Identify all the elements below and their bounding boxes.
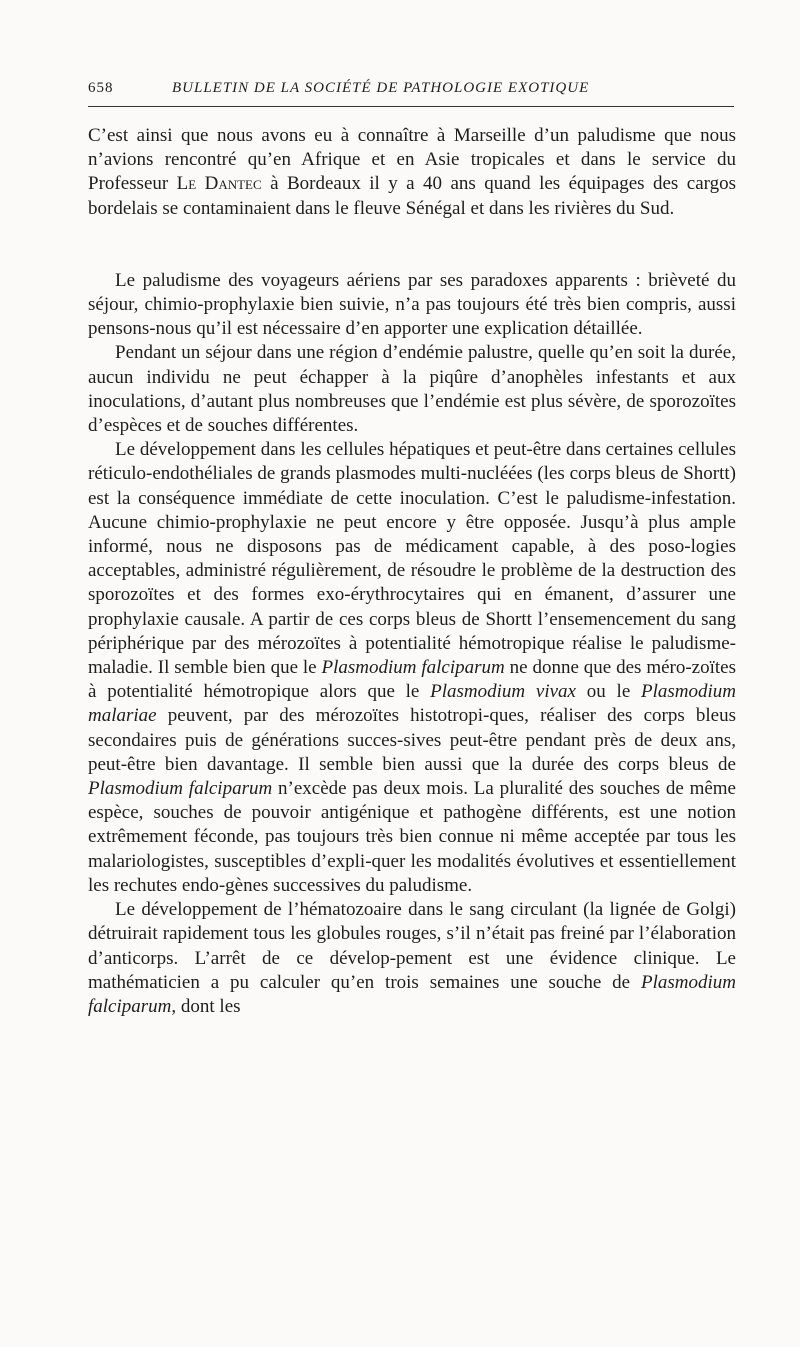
paragraph-2: Le paludisme des voyageurs aériens par ses paradoxes apparents : brièveté du séjour, chimio-prophylaxie bien suivie, n’a pas toujours été très bien compris, aussi pensons-nous qu’il est nécessaire d’en apporter une explication détaillée. [88, 269, 736, 340]
paragraph-5: Le développement de l’hématozoaire dans le sang circulant (la lignée de Golgi) détruirait rapidement tous les globules rouges, s’il n’était pas freiné par l’élaboration d’anticorps. L’arrêt de ce dévelop-pement est une évidence clinique. Le mathématicien a pu calculer qu’en trois semaines une souche de Plasmodium falciparum, dont les [88, 899, 736, 1017]
species-name: Plasmodium falciparum [88, 778, 273, 800]
running-title: BULLETIN DE LA SOCIÉTÉ DE PATHOLOGIE EXOTIQUE [172, 80, 590, 96]
running-header [88, 78, 734, 107]
author-name: Le Dantec [176, 173, 262, 195]
paragraph-3: Pendant un séjour dans une région d’endémie palustre, quelle qu’en soit la durée, aucun individu ne peut échapper à la piqûre d’anophèles infestants et aux inoculations, d’autant plus nombreuses que l’endémie est plus sévère, de sporozoïtes d’espèces et de souches différentes. [88, 342, 736, 437]
species-name: Plasmodium falciparum [88, 971, 736, 1017]
page-number: 658 [88, 80, 114, 96]
species-name: Plasmodium malariae [88, 681, 737, 727]
species-name: Plasmodium vivax [430, 681, 576, 703]
paragraph-4: Le développement dans les cellules hépatiques et peut-être dans certaines cellules réticulo-endothéliales de grands plasmodes multi-nucléées (les corps bleus de Shortt) est la conséquence immédiate de cette inoculation. C’est le paludisme-infestation. Aucune chimio-prophylaxie ne peut encore y être opposée. Jusqu’à plus ample informé, nous ne disposons pas de médicament capable, à des poso-logies acceptables, administré régulièrement, de résoudre le problème de la destruction des sporozoïtes et des formes exo-érythrocytaires qui en émanent, d’assurer une prophylaxie causale. A partir de ces corps bleus de Shortt l’ensemencement du sang périphérique par des mérozoïtes à potentialité hémotropique réalise le paludisme-maladie. Il semble bien que le Plasmodium falciparum ne donne que des méro-zoïtes à potentialité hémotropique alors que le Plasmodium vivax ou le Plasmodium malariae peuvent, par des mérozoïtes histotropi-ques, réaliser des corps bleus secondaires puis de générations succes-sives peut-être pendant près de deux ans, peut-être bien davantage. Il semble bien aussi que la durée des corps bleus de Plasmodium falciparum n’excède pas deux mois. La pluralité des souches de même espèce, souches de pouvoir antigénique et pathogène différents, est une notion extrêmement féconde, pas toujours très bien connue ni même acceptée par tous les malariologistes, susceptibles d’expli-quer les modalités évolutives et essentiellement les rechutes endo-gènes successives du paludisme. [88, 439, 737, 896]
body-text [88, 124, 736, 1019]
species-name: Plasmodium falciparum [321, 657, 505, 679]
paragraph-1: C’est ainsi que nous avons eu à connaître à Marseille d’un paludisme que nous n’avions rencontré qu’en Afrique et en Asie tropicales et dans le service du Professeur Le Dantec à Bordeaux il y a 40 ans quand les équipages des cargos bordelais se contaminaient dans le fleuve Sénégal et dans les rivières du Sud. [88, 125, 737, 219]
